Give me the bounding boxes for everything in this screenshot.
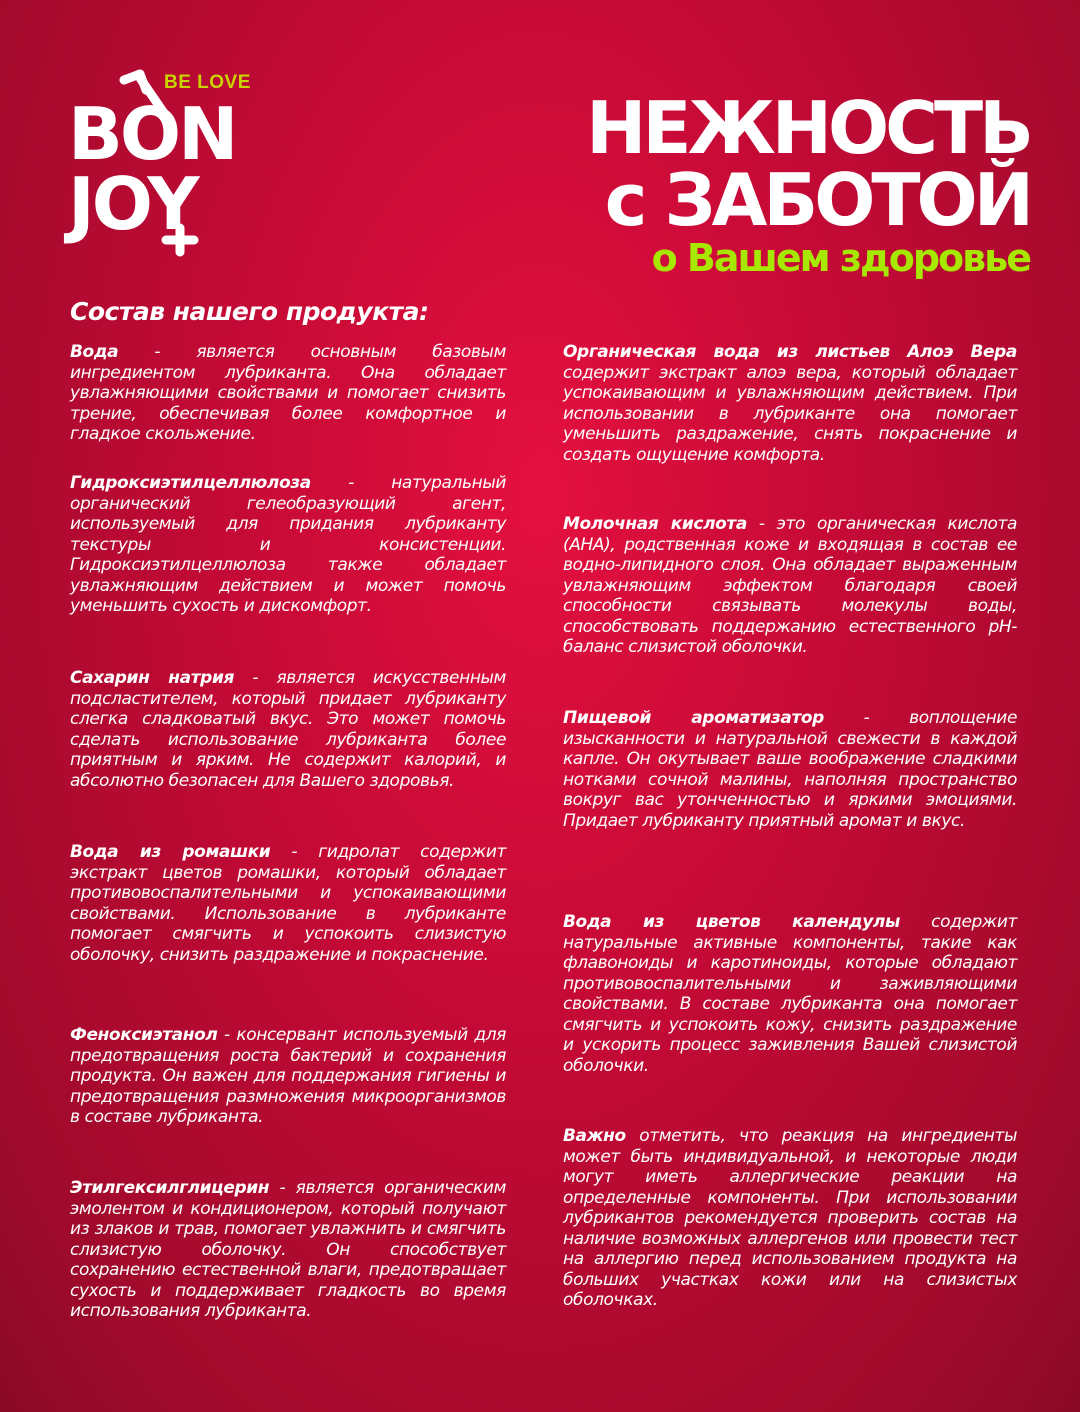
ingredient-description: - это органическая кислота (АНА), родственная коже и входящая в состав ее водно-липидного слоя. Она обладает выраженным увлажняющим эффектом благодаря своей способности связывать молекулы воды, способствовать поддержанию естественного pH-баланс слизистой оболочки.	[563, 514, 1017, 657]
ingredient-description: содержит экстракт алоэ вера, который обладает успокаивающим и увлажняющим действием. При использовании в лубриканте она помогает уменьшить раздражение, снять покраснение и создать ощущение комфорта.	[563, 362, 1017, 465]
ingredient-term: Гидроксиэтилцеллюлоза	[70, 473, 311, 493]
section-title: Состав нашего продукта:	[70, 297, 429, 326]
ingredient-term: Феноксиэтанол	[70, 1025, 218, 1045]
ingredient-term: Этилгексилглицерин	[70, 1178, 270, 1198]
ingredient-description: - воплощение изысканности и натуральной свежести в каждой капле. Он окутывает ваше воображение сладкими нотками сочной малины, наполняя пространство вокруг вас утонченностью и яркими эмоциями. Придает лубриканту приятный аромат и вкус.	[563, 708, 1018, 831]
ingredient-item-lactic-acid	[563, 514, 1017, 658]
ingredient-description: - гидролат содержит экстракт цветов ромашки, который обладает противовоспалительными и успокаивающими свойствами. Использование в лубриканте помогает смягчить и успокоить слизистую оболочку, снизить раздражение и покраснение.	[70, 842, 507, 965]
headline-line-3: о Вашем здоровье	[651, 236, 1030, 280]
ingredient-term: Органическая вода из листьев Алоэ Вера	[563, 342, 1017, 362]
ingredient-description: содержит натуральные активные компоненты, такие как флавоноиды и каротиноиды, которые обладают противовоспалительными и заживляющими свойствами. В составе лубриканта она помогает смягчить и успокоить кожу, снизить раздражение и ускорить процесс заживления Вашей слизистой оболочки.	[563, 912, 1017, 1076]
ingredient-term: Пищевой ароматизатор	[563, 708, 824, 728]
ingredient-term: Сахарин натрия	[70, 668, 234, 688]
ingredient-description: - является органическим эмолентом и кондиционером, который получают из злаков и трав, помогает увлажнить и смягчить слизистую оболочку. Он способствует сохранению естественной влаги, предотвращает сухость и поддерживает гладкость во время использования лубриканта.	[70, 1178, 506, 1321]
ingredient-item-food-flavoring	[563, 708, 1017, 831]
brand-logo	[68, 68, 268, 258]
ingredient-item-water	[70, 342, 506, 445]
ingredient-description: - является искусственным подсластителем, который придает лубриканту слегка сладковатый вкус. Это может помочь сделать использование лубриканта более приятным и ярким. Не содержит калорий, и абсолютно безопасен для Вашего здоровья.	[70, 668, 506, 791]
ingredient-description: - консервант используемый для предотвращения роста бактерий и сохранения продукта. Он важен для поддержания гигиены и предотвращения размножения микроорганизмов в составе лубриканта.	[70, 1025, 506, 1127]
headline	[560, 86, 1030, 280]
headline-line-1: НЕЖНОСТЬ	[586, 86, 1030, 170]
ingredient-item-calendula-water	[563, 912, 1017, 1076]
ingredient-term: Вода из ромашки	[70, 842, 271, 862]
important-note	[563, 1126, 1017, 1311]
logo-word-joy: JOY	[68, 162, 197, 246]
important-description: отметить, что реакция на ингредиенты может быть индивидуальной, и некоторые люди могут иметь аллергические реакции на определенные компоненты. При использовании лубрикантов рекомендуется проверить состав на наличие возможных аллергенов или провести тест на аллергию перед использованием продукта на больших участках кожи или на слизистых оболочках.	[563, 1126, 1017, 1310]
ingredient-term: Вода	[70, 342, 119, 362]
ingredient-item-ethylhexylglycerin	[70, 1178, 506, 1322]
ingredient-term: Молочная кислота	[563, 514, 747, 534]
ingredient-term: Вода из цветов календулы	[563, 912, 900, 932]
ingredient-item-aloe-water	[563, 342, 1017, 465]
ingredient-item-phenoxyethanol	[70, 1025, 506, 1128]
ingredient-description: - является основным базовым ингредиентом лубриканта. Она обладает увлажняющими свойствами и помогает снизить трение, обеспечивая более комфортное и гладкое скольжение.	[70, 342, 506, 444]
ingredient-item-hydroxyethylcellulose	[70, 473, 506, 617]
logo-tagline: BE LOVE	[164, 72, 251, 93]
logo-word-bon: BON	[68, 92, 236, 176]
ingredient-description: - натуральный органический гелеобразующий агент, используемый для придания лубриканту текстуры и консистенции. Гидроксиэтилцеллюлоза также обладает увлажняющим действием и может помочь уменьшить сухость и дискомфорт.	[70, 473, 506, 616]
ingredient-item-chamomile-water	[70, 842, 506, 965]
important-term: Важно	[563, 1126, 626, 1146]
headline-line-2: с ЗАБОТОЙ	[604, 158, 1030, 242]
ingredient-item-sodium-saccharin	[70, 668, 506, 791]
